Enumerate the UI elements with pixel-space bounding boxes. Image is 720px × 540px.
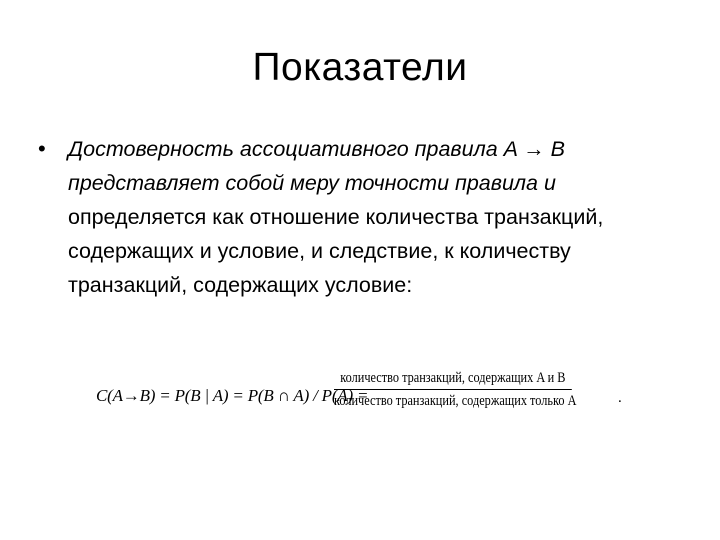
formula-fraction (334, 370, 577, 410)
bullet-item (38, 132, 698, 302)
formula-lhs: C(A→B) = P(B | A) = P(B ∩ A) / P(A) = (96, 386, 369, 405)
bullet-text (68, 132, 688, 302)
slide-title: Показатели (252, 46, 468, 89)
bullet-plain-text: определяется как отношение количества транзакций, содержащих и условие, и следствие, к количеству транзакций, содержащих условие: (68, 205, 604, 297)
confidence-formula (96, 370, 656, 430)
formula-end-period: . (618, 390, 622, 406)
bullet-italic-text: Достоверность ассоциативного правила A → B представляет собой меру точности правила и (68, 137, 565, 195)
bullet-marker: • (38, 136, 46, 161)
formula-denominator: количество транзакций, содержащих только A (334, 393, 577, 409)
formula-numerator: количество транзакций, содержащих A и B (340, 370, 566, 386)
